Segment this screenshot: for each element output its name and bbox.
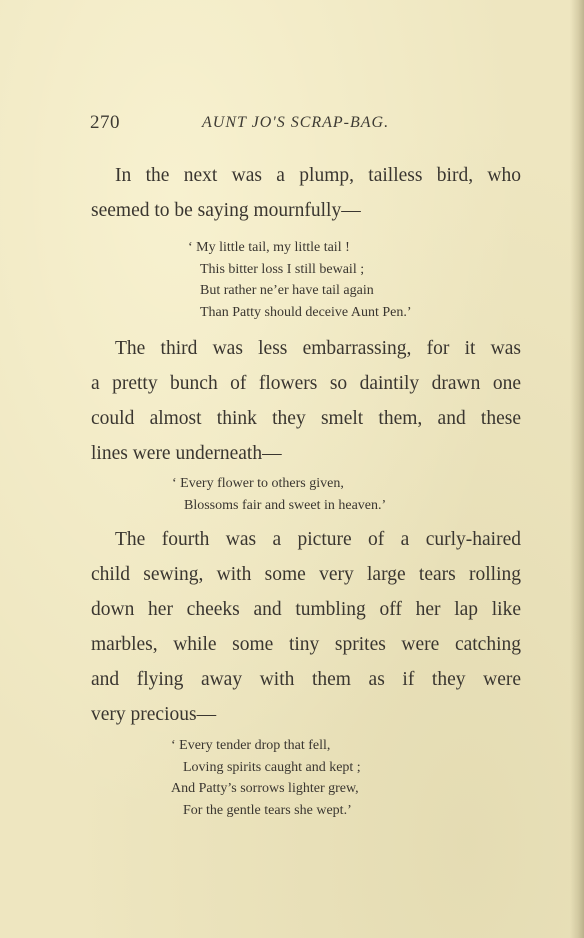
paragraph-1	[91, 158, 521, 228]
paragraph-2	[91, 331, 521, 471]
verse-line: For the gentle tears she wept.’	[183, 802, 352, 818]
text-line: lines were underneath—	[91, 443, 282, 464]
page-header	[90, 112, 430, 136]
verse-line: ‘ My little tail, my little tail !	[188, 240, 350, 255]
text-line: marbles, while some tiny sprites were catching	[91, 634, 521, 655]
verse-line: Loving spirits caught and kept ;	[183, 759, 361, 775]
verse-1	[188, 237, 412, 323]
verse-line: Than Patty should deceive Aunt Pen.’	[200, 304, 412, 320]
paragraph-3	[91, 522, 521, 732]
text-line: seemed to be saying mournfully—	[91, 200, 361, 221]
text-line: The fourth was a picture of a curly-haired	[115, 529, 521, 550]
text-line: down her cheeks and tumbling off her lap like	[91, 599, 521, 620]
verse-line: And Patty’s sorrows lighter grew,	[171, 781, 359, 796]
verse-line: This bitter loss I still bewail ;	[200, 261, 365, 277]
verse-line: But rather ne’er have tail again	[200, 283, 374, 298]
text-line: and flying away with them as if they were	[91, 669, 521, 690]
verse-line: ‘ Every tender drop that fell,	[171, 738, 331, 753]
verse-line: ‘ Every flower to others given,	[172, 476, 344, 491]
text-line: a pretty bunch of flowers so daintily drawn one	[91, 373, 521, 394]
text-line: The third was less embarrassing, for it was	[115, 338, 521, 359]
text-line: very precious—	[91, 704, 217, 725]
verse-line: Blossoms fair and sweet in heaven.’	[184, 497, 387, 513]
page-number: 270	[90, 112, 120, 133]
text-line: could almost think they smelt them, and these	[91, 408, 521, 429]
running-head: AUNT JO'S SCRAP-BAG.	[202, 114, 390, 131]
text-line: child sewing, with some very large tears rolling	[91, 564, 521, 585]
text-line: In the next was a plump, tailless bird, who	[115, 165, 521, 186]
page-edge-shadow	[570, 0, 584, 938]
verse-2	[172, 473, 386, 516]
verse-3	[171, 735, 361, 821]
